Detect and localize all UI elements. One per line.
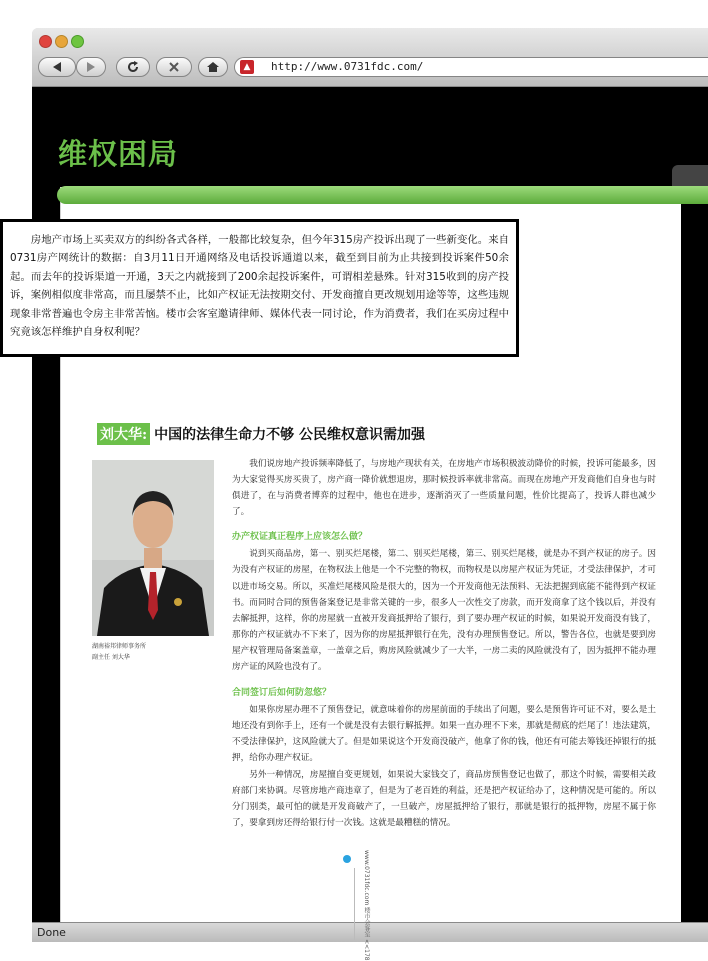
photo-caption [92,641,146,663]
folio-dot-icon [343,855,351,863]
speaker-photo [92,460,214,636]
home-icon [206,61,220,73]
folio-divider [354,868,355,940]
subheading-1: 办产权证真正程序上应该怎么做？ [232,532,368,543]
intro-callout [0,219,519,357]
paragraph-4: 另外一种情况，房屋擅自变更规划，如果说大家钱交了，商品房预售登记也做了，那这个时候，需要相关政府部门来协调。尽管房地产商违章了，但是为了老百姓的利益，还是把产权证给办了，这种情况是可能的。所以分门别类，最可怕的就是开发商破产了，一旦破产，房屋抵押给了银行，那就是银行的抵押物，房屋不属于你了，要拿到房还得给银行付一次钱。这就是最糟糕的情况。 [232,769,656,828]
address-bar[interactable] [234,57,708,77]
paragraph-3: 如果你房屋办理不了预售登记，就意味着你的房屋前面的手续出了问题，要么是预售许可证不对，要么是土地还没有到你手上，还有一个就是没有去银行解抵押。如果一直办理不下来，那就是彻底的烂尾了！违法建筑，不受法律保护，这风险就大了。但是如果说这个开发商没破产，他拿了你的钱，他还有可能去筹钱还掉银行的抵押，给你办理产权证。 [232,705,656,764]
reload-icon [126,60,140,74]
zoom-window-button[interactable] [71,35,84,48]
forward-arrow-icon [84,61,98,73]
paragraph-1: 我们说房地产投诉频率降低了，与房地产现状有关，在房地产市场积极波动降价的时候，投诉可能最多，因为大家觉得买房买贵了，房产商一降价就想退房，那时候投诉率就非常高。而现在房地产开发商他们自身也与时俱进了，在与消费者博弈的过程中，他也在进步，逐渐消灭了一些质量问题，性价比提高了，投诉人群也减少了。 [232,459,656,518]
section-title [97,423,425,445]
url-text: http://www.0731fdc.com/ [271,60,424,73]
page-folio [338,848,378,961]
reload-button[interactable] [116,57,150,77]
folio-text: www.0731fdc.com 楼市会客室 <<178 [363,850,370,961]
heading-underline-bar [57,186,708,204]
home-button[interactable] [198,57,228,77]
article-body [232,456,656,831]
stop-button[interactable] [156,57,192,77]
subheading-2: 合同签订后如何防忽悠？ [232,688,332,699]
close-window-button[interactable] [39,35,52,48]
paragraph-2: 说到买商品房，第一、别买烂尾楼，第二、别买烂尾楼，第三、别买烂尾楼，就是办不到产权证的房子。因为没有产权证的房屋，在物权法上他是一个不完整的物权，而物权是以房屋产权证为凭证，才受法律保护，才可以进市场交易。所以，买准烂尾楼风险是很大的，因为一个开发商他无法预料、无法把握到底能不能得到产权证书。而同时合同的预售备案登记是非常关键的一步，很多人一次性交了房款，而开发商拿了这个钱以后，并没有去解抵押，这样，你的房屋就一直被开发商抵押给了银行，到了要办理产权证的时候，如果说开发商没有钱了，那你的产权证就办不下来了，因为你的房屋抵押银行在先，没有办理预售登记。所以，警告各位，也就是要到房屋产权管理局备案盖章，一盖章之后，购房风险就减少了一大半，一房二卖的风险就没有了，因为抵押不能办理房产证的风险也没有了。 [232,549,656,673]
photo-caption-line-1: 湖南裕邦律师事务所 [92,643,147,650]
status-text: Done [37,926,66,939]
back-button[interactable] [38,57,76,77]
stop-icon [168,61,180,73]
minimize-window-button[interactable] [55,35,68,48]
site-favicon-icon: ▲ [240,60,254,74]
photo-caption-line-2: 副主任 刘大华 [92,654,130,661]
intro-text: 房地产市场上买卖双方的纠纷各式各样，一般都比较复杂，但今年315房产投诉出现了一些新变化。来自0731房产网统计的数据：自3月11日开通网络及电话投诉通道以来，截至到目前为止共接到投诉案件50余起。而去年的投诉渠道一开通，3天之内就接到了200余起投诉案件，可谓相差悬殊。针对315收到的房产投诉，案例相似度非常高，而且屡禁不止，比如产权证无法按期交付、开发商擅自更改规划用途等等，这些违规现象非常普遍也令房主非常苦恼。楼市会客室邀请律师、媒体代表一同讨论，作为消费者，我们在买房过程中究竟该怎样维护自身权利呢？ [10,234,509,339]
forward-button[interactable] [76,57,106,77]
section-title-text: 中国的法律生命力不够 公民维权意识需加强 [154,427,426,443]
browser-toolbar [32,28,708,87]
back-arrow-icon [50,61,64,73]
page-heading: 维权困局 [58,137,179,171]
speaker-name-tag: 刘大华: [97,423,150,445]
